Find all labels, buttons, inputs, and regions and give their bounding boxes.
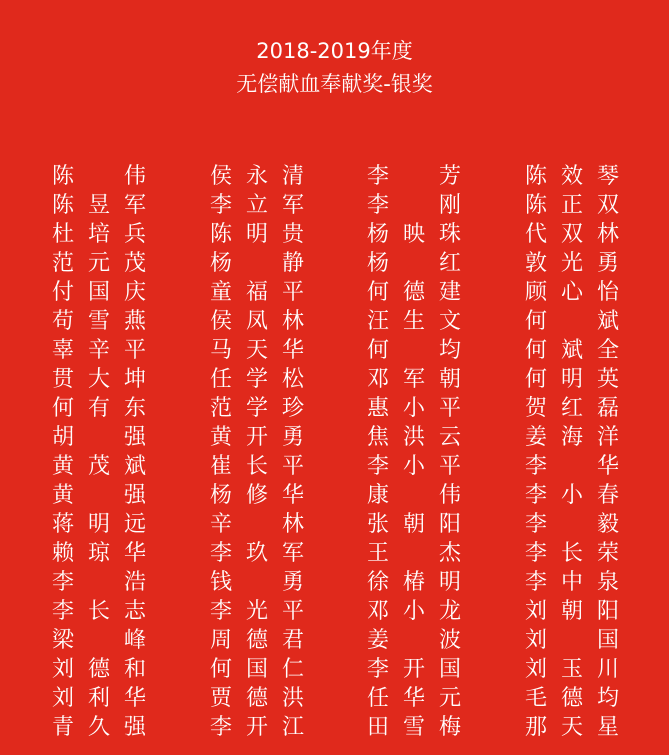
name-character: 朝 [438, 367, 461, 392]
name-character: 何 [209, 657, 232, 682]
name-character: 德 [402, 280, 425, 305]
name-character: 焦 [366, 425, 389, 450]
name-character: 明 [87, 512, 110, 537]
name-character: 光 [560, 251, 583, 276]
name-character: 贯 [51, 367, 74, 392]
name-character: 辜 [51, 338, 74, 363]
name-character: 斌 [560, 338, 583, 363]
name-character: 椿 [402, 570, 425, 595]
name-character: 阳 [596, 599, 619, 624]
name-character: 雪 [87, 309, 110, 334]
name-character: 正 [560, 193, 583, 218]
name-character: 何 [524, 367, 547, 392]
name-character: 雪 [402, 715, 425, 740]
name-character: 明 [560, 367, 583, 392]
name-character: 明 [245, 222, 268, 247]
name-character: 汪 [366, 309, 389, 334]
name-character: 茂 [123, 251, 146, 276]
name-character: 军 [402, 367, 425, 392]
name-character: 国 [438, 657, 461, 682]
name-character: 云 [438, 425, 461, 450]
name-character: 琴 [596, 164, 619, 189]
name-character: 浩 [123, 570, 146, 595]
name-character: 李 [51, 599, 74, 624]
name-character: 琼 [87, 541, 110, 566]
name-character: 珠 [438, 222, 461, 247]
page-title: 2018-2019年度 [256, 39, 413, 63]
name-character: 李 [524, 483, 547, 508]
name-character: 付 [51, 280, 74, 305]
name-character: 强 [123, 425, 146, 450]
name-character: 开 [402, 657, 425, 682]
name-character: 小 [402, 599, 425, 624]
name-character: 开 [245, 425, 268, 450]
name-character: 映 [402, 222, 425, 247]
name-character: 星 [596, 715, 619, 740]
name-character: 朝 [402, 512, 425, 537]
name-character: 久 [87, 715, 110, 740]
name-character: 范 [209, 396, 232, 421]
name-character: 贵 [281, 222, 304, 247]
name-character: 辛 [209, 512, 232, 537]
name-character: 王 [366, 541, 389, 566]
name-character: 范 [51, 251, 74, 276]
name-character: 任 [366, 686, 389, 711]
name-character: 杨 [209, 483, 232, 508]
name-character: 赖 [51, 541, 74, 566]
name-character: 坤 [123, 367, 146, 392]
name-character: 黄 [209, 425, 232, 450]
name-character: 双 [560, 222, 583, 247]
name-character: 中 [560, 570, 583, 595]
name-character: 均 [438, 338, 461, 363]
name-character: 童 [209, 280, 232, 305]
name-character: 开 [245, 715, 268, 740]
name-character: 洪 [281, 686, 304, 711]
name-character: 侯 [209, 309, 232, 334]
name-character: 永 [245, 164, 268, 189]
name-character: 胡 [51, 425, 74, 450]
name-character: 何 [366, 280, 389, 305]
name-character: 顾 [524, 280, 547, 305]
name-character: 燕 [123, 309, 146, 334]
name-character: 李 [366, 164, 389, 189]
name-character: 邓 [366, 367, 389, 392]
name-character: 代 [524, 222, 547, 247]
name-character: 春 [596, 483, 619, 508]
name-character: 小 [560, 483, 583, 508]
name-character: 阳 [438, 512, 461, 537]
name-character: 姜 [524, 425, 547, 450]
name-character: 华 [123, 686, 146, 711]
name-character: 修 [245, 483, 268, 508]
name-character: 勇 [596, 251, 619, 276]
name-character: 那 [524, 715, 547, 740]
name-character: 双 [596, 193, 619, 218]
name-character: 学 [245, 396, 268, 421]
name-character: 仁 [281, 657, 304, 682]
name-character: 英 [596, 367, 619, 392]
name-character: 李 [209, 715, 232, 740]
name-character: 邓 [366, 599, 389, 624]
name-character: 华 [402, 686, 425, 711]
name-character: 玉 [560, 657, 583, 682]
name-character: 川 [596, 657, 619, 682]
name-character: 峰 [123, 628, 146, 653]
name-character: 华 [281, 483, 304, 508]
name-character: 陈 [209, 222, 232, 247]
name-character: 林 [596, 222, 619, 247]
name-character: 效 [560, 164, 583, 189]
name-character: 梅 [438, 715, 461, 740]
name-character: 洋 [596, 425, 619, 450]
name-character: 侯 [209, 164, 232, 189]
name-character: 李 [524, 541, 547, 566]
name-character: 明 [438, 570, 461, 595]
name-character: 崔 [209, 454, 232, 479]
name-character: 兵 [123, 222, 146, 247]
name-character: 周 [209, 628, 232, 653]
name-character: 李 [209, 599, 232, 624]
name-character: 林 [281, 309, 304, 334]
name-character: 刘 [51, 686, 74, 711]
name-character: 张 [366, 512, 389, 537]
name-character: 何 [524, 309, 547, 334]
name-character: 陈 [51, 164, 74, 189]
name-character: 洪 [402, 425, 425, 450]
award-subtitle: 无偿献血奉献奖-银奖 [236, 72, 433, 96]
name-character: 苟 [51, 309, 74, 334]
name-character: 华 [281, 338, 304, 363]
name-character: 军 [281, 193, 304, 218]
name-character: 长 [87, 599, 110, 624]
name-character: 红 [560, 396, 583, 421]
name-character: 毛 [524, 686, 547, 711]
name-character: 荣 [596, 541, 619, 566]
name-character: 德 [87, 657, 110, 682]
name-character: 元 [87, 251, 110, 276]
name-character: 李 [209, 193, 232, 218]
name-character: 黄 [51, 483, 74, 508]
name-character: 强 [123, 715, 146, 740]
name-character: 梁 [51, 628, 74, 653]
name-character: 蒋 [51, 512, 74, 537]
name-character: 华 [123, 541, 146, 566]
name-character: 江 [281, 715, 304, 740]
name-character: 怡 [596, 280, 619, 305]
name-character: 李 [524, 570, 547, 595]
name-character: 杨 [366, 251, 389, 276]
name-character: 远 [123, 512, 146, 537]
name-character: 伟 [123, 164, 146, 189]
name-character: 李 [366, 193, 389, 218]
name-character: 何 [51, 396, 74, 421]
name-character: 刘 [524, 599, 547, 624]
name-character: 马 [209, 338, 232, 363]
name-character: 生 [402, 309, 425, 334]
name-character: 伟 [438, 483, 461, 508]
name-character: 李 [524, 512, 547, 537]
name-character: 国 [596, 628, 619, 653]
name-character: 长 [560, 541, 583, 566]
name-character: 陈 [524, 164, 547, 189]
name-character: 平 [281, 454, 304, 479]
name-character: 杨 [366, 222, 389, 247]
name-character: 心 [560, 280, 583, 305]
name-character: 庆 [123, 280, 146, 305]
name-character: 平 [281, 280, 304, 305]
name-character: 建 [438, 280, 461, 305]
name-character: 任 [209, 367, 232, 392]
name-character: 大 [87, 367, 110, 392]
name-character: 敦 [524, 251, 547, 276]
name-character: 玖 [245, 541, 268, 566]
name-character: 贾 [209, 686, 232, 711]
name-character: 刘 [51, 657, 74, 682]
name-character: 刘 [524, 657, 547, 682]
name-character: 刘 [524, 628, 547, 653]
name-character: 海 [560, 425, 583, 450]
name-character: 毅 [596, 512, 619, 537]
name-character: 强 [123, 483, 146, 508]
name-character: 天 [245, 338, 268, 363]
name-character: 林 [281, 512, 304, 537]
name-character: 光 [245, 599, 268, 624]
name-character: 波 [438, 628, 461, 653]
name-character: 小 [402, 396, 425, 421]
name-character: 元 [438, 686, 461, 711]
name-character: 青 [51, 715, 74, 740]
name-character: 贺 [524, 396, 547, 421]
name-character: 泉 [596, 570, 619, 595]
name-character: 黄 [51, 454, 74, 479]
name-character: 志 [123, 599, 146, 624]
name-character: 德 [560, 686, 583, 711]
name-character: 福 [245, 280, 268, 305]
name-character: 平 [438, 454, 461, 479]
name-character: 立 [245, 193, 268, 218]
name-character: 何 [524, 338, 547, 363]
name-character: 和 [123, 657, 146, 682]
name-character: 国 [87, 280, 110, 305]
name-character: 文 [438, 309, 461, 334]
name-character: 刚 [438, 193, 461, 218]
name-character: 朝 [560, 599, 583, 624]
honoree-name-grid [0, 162, 669, 748]
name-character: 茂 [87, 454, 110, 479]
name-character: 军 [123, 193, 146, 218]
name-character: 培 [87, 222, 110, 247]
name-character: 君 [281, 628, 304, 653]
name-character: 陈 [524, 193, 547, 218]
name-character: 红 [438, 251, 461, 276]
name-character: 有 [87, 396, 110, 421]
name-character: 小 [402, 454, 425, 479]
name-character: 清 [281, 164, 304, 189]
name-character: 东 [123, 396, 146, 421]
name-character: 静 [281, 251, 304, 276]
name-character: 平 [123, 338, 146, 363]
name-character: 康 [366, 483, 389, 508]
name-character: 均 [596, 686, 619, 711]
name-character: 李 [366, 657, 389, 682]
name-character: 惠 [366, 396, 389, 421]
name-character: 勇 [281, 570, 304, 595]
name-character: 杜 [51, 222, 74, 247]
name-character: 斌 [123, 454, 146, 479]
name-character: 平 [438, 396, 461, 421]
name-character: 松 [281, 367, 304, 392]
name-character: 徐 [366, 570, 389, 595]
name-character: 珍 [281, 396, 304, 421]
name-character: 昱 [87, 193, 110, 218]
name-character: 长 [245, 454, 268, 479]
name-character: 李 [209, 541, 232, 566]
name-character: 芳 [438, 164, 461, 189]
name-character: 磊 [596, 396, 619, 421]
name-character: 姜 [366, 628, 389, 653]
name-character: 平 [281, 599, 304, 624]
name-character: 天 [560, 715, 583, 740]
name-character: 国 [245, 657, 268, 682]
name-character: 凤 [245, 309, 268, 334]
name-character: 杨 [209, 251, 232, 276]
name-character: 杰 [438, 541, 461, 566]
name-character: 龙 [438, 599, 461, 624]
name-character: 钱 [209, 570, 232, 595]
name-character: 华 [596, 454, 619, 479]
name-character: 德 [245, 686, 268, 711]
name-character: 军 [281, 541, 304, 566]
name-character: 田 [366, 715, 389, 740]
name-character: 斌 [596, 309, 619, 334]
name-character: 学 [245, 367, 268, 392]
name-character: 辛 [87, 338, 110, 363]
name-character: 李 [524, 454, 547, 479]
name-character: 李 [51, 570, 74, 595]
name-character: 何 [366, 338, 389, 363]
name-character: 勇 [281, 425, 304, 450]
name-character: 陈 [51, 193, 74, 218]
name-character: 全 [596, 338, 619, 363]
name-character: 李 [366, 454, 389, 479]
name-character: 德 [245, 628, 268, 653]
name-character: 利 [87, 686, 110, 711]
